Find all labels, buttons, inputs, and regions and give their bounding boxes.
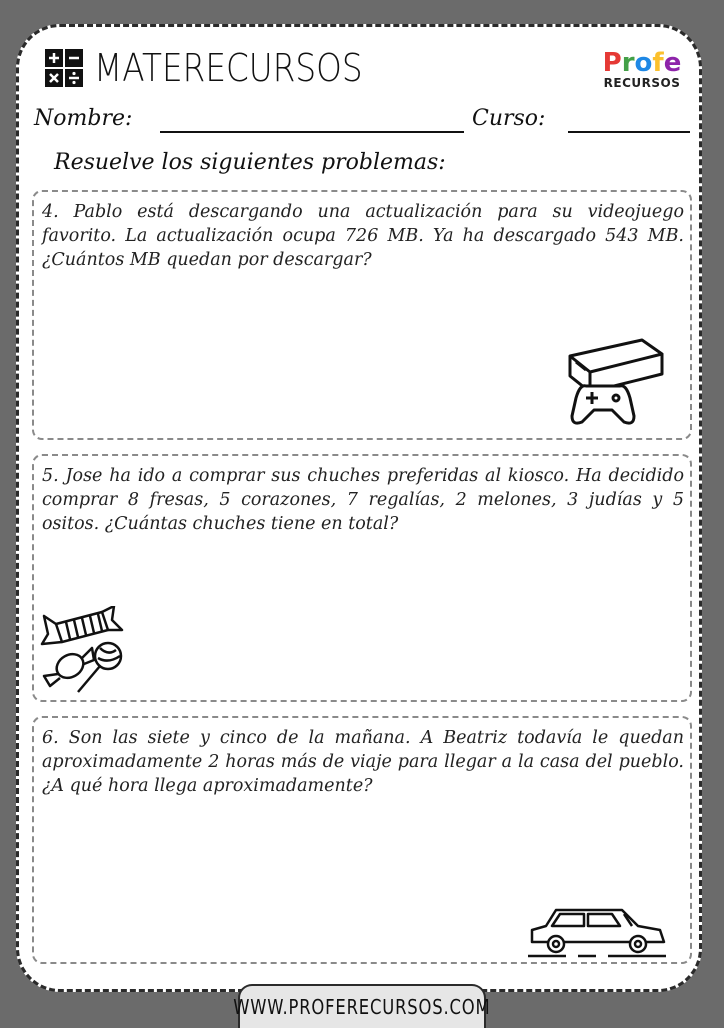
- course-label: Curso:: [472, 106, 546, 131]
- student-fields: [34, 106, 694, 134]
- problem-text: 4. Pablo está descargando una actualización para su videojuego favorito. La actualización ocupa 726 MB. Ya ha descargado 543 MB. ¿Cuántos MB quedan por descargar?: [42, 202, 684, 270]
- problem-box-6[interactable]: [32, 716, 692, 964]
- car-icon: [526, 904, 670, 960]
- name-label: Nombre:: [34, 106, 133, 131]
- instruction-text: Resuelve los siguientes problemas:: [54, 150, 446, 175]
- problem-box-5[interactable]: [32, 454, 692, 702]
- calculator-icon: [44, 48, 84, 88]
- logo-subtitle: RECURSOS: [603, 76, 681, 90]
- candy-icon: [40, 606, 140, 696]
- course-field[interactable]: [568, 131, 690, 133]
- name-field[interactable]: [160, 131, 464, 133]
- game-console-icon: [564, 336, 668, 432]
- brand-name: MATERECURSOS: [94, 46, 363, 90]
- brand-header: [44, 46, 406, 90]
- profe-recursos-logo: Profe RECURSOS: [602, 48, 682, 90]
- problem-box-4[interactable]: [32, 190, 692, 440]
- website-url[interactable]: WWW.PROFERECURSOS.COM: [233, 995, 491, 1019]
- footer-website[interactable]: [233, 984, 491, 1028]
- problem-text: 6. Son las siete y cinco de la mañana. A Beatriz todavía le quedan aproximadamente 2 horas más de viaje para llegar a la casa del pueblo. ¿A qué hora llega aproximadamente?: [42, 728, 684, 796]
- problem-text: 5. Jose ha ido a comprar sus chuches preferidas al kiosco. Ha decidido comprar 8 fresas, 5 corazones, 7 regalías, 2 melones, 3 judías y 5 ositos. ¿Cuántas chuches tiene en total?: [42, 466, 684, 534]
